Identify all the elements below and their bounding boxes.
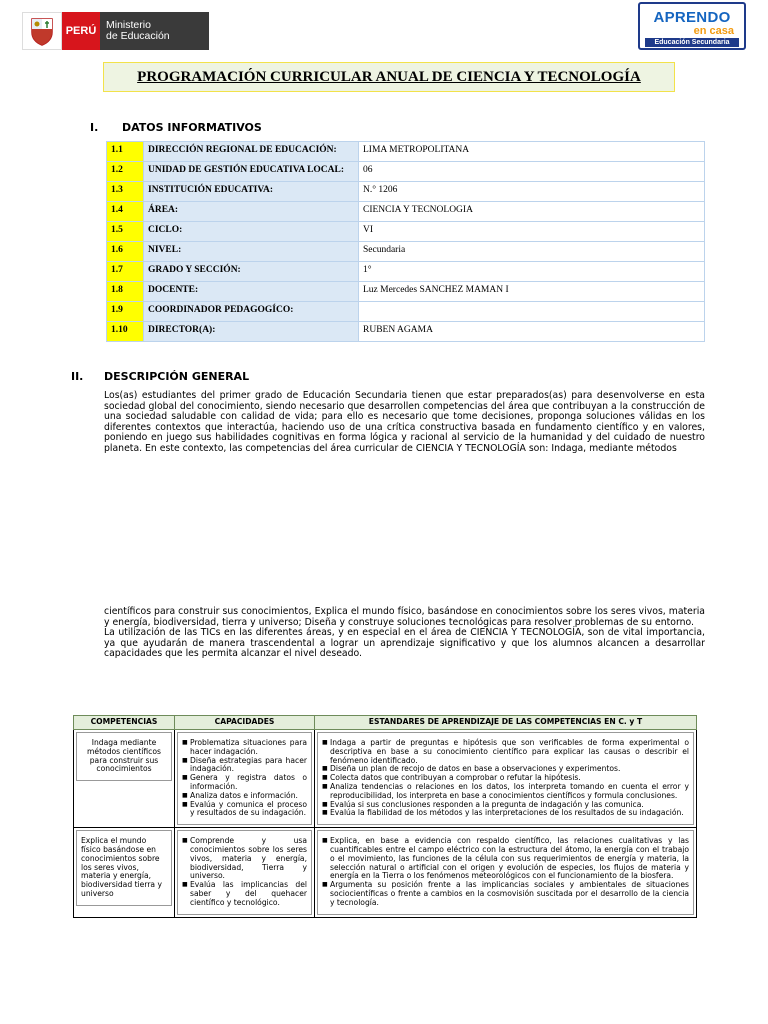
aprendo-logo-line3: Educación Secundaria [645, 38, 739, 47]
datos-row [107, 162, 705, 182]
estandar-item: ■ Evalúa si sus conclusiones responden a la pregunta de indagación y las comunica. [322, 801, 689, 810]
competencia-cell [74, 828, 175, 917]
datos-row-label: COORDINADOR PEDAGOGÍCO: [144, 302, 359, 322]
minedu-logo [22, 12, 209, 50]
section1-number: I. [90, 121, 99, 134]
datos-row-value: Luz Mercedes SANCHEZ MAMAN I [359, 282, 705, 302]
estandar-item: ■ Colecta datos que contribuyan a comprobar o refutar la hipótesis. [322, 774, 689, 783]
estandar-item: ■ Argumenta su posición frente a las implicancias sociales y ambientales de situaciones sociocientíficas o frente a cambios en la cosmovisión suscitada por el desarrollo de la ciencia y tecnología. [322, 881, 689, 907]
page-title-box [103, 62, 675, 92]
capacidades-list [182, 739, 307, 818]
estandares-list [322, 837, 689, 907]
datos-row-label: DOCENTE: [144, 282, 359, 302]
datos-row-value: Secundaria [359, 242, 705, 262]
datos-row-number: 1.9 [107, 302, 144, 322]
estandares-list [322, 739, 689, 818]
section2-number: II. [71, 370, 84, 383]
datos-row-number: 1.5 [107, 222, 144, 242]
datos-row-value: LIMA METROPOLITANA [359, 142, 705, 162]
datos-row [107, 182, 705, 202]
competencia-row [74, 828, 697, 917]
datos-row-label: DIRECCIÓN REGIONAL DE EDUCACIÓN: [144, 142, 359, 162]
datos-informativos-table [106, 141, 705, 342]
capacidades-cell [175, 730, 315, 828]
estandar-item: ■ Diseña un plan de recojo de datos en base a observaciones y experimentos. [322, 765, 689, 774]
aprendo-logo-line1: APRENDO [653, 9, 731, 26]
datos-row [107, 142, 705, 162]
estandar-item: ■ Analiza tendencias o relaciones en los datos, los interpreta tomando en cuenta el error y reproducibilidad, los interpreta en base a conocimientos científicos y formula conclusiones. [322, 783, 689, 801]
datos-row-label: CICLO: [144, 222, 359, 242]
datos-row-value: RUBEN AGAMA [359, 322, 705, 342]
header-capacidades: CAPACIDADES [175, 716, 315, 730]
capacidad-item: ■ Evalúa las implicancias del saber y del quehacer científico y tecnológico. [182, 881, 307, 907]
capacidad-item: ■ Problematiza situaciones para hacer indagación. [182, 739, 307, 757]
page-title: PROGRAMACIÓN CURRICULAR ANUAL DE CIENCIA Y TECNOLOGÍA [137, 68, 641, 85]
datos-row-value: CIENCIA Y TECNOLOGIA [359, 202, 705, 222]
datos-row-number: 1.10 [107, 322, 144, 342]
datos-row [107, 242, 705, 262]
ministry-label: Ministerio de Educación [100, 12, 209, 50]
description-paragraph-2: científicos para construir sus conocimientos, Explica el mundo físico, basándose en conocimientos sobre los seres vivos, materia y energía, biodiversidad, tierra y universo; Diseña y construye soluciones tecnológicas para resolver problemas de su entorno. [104, 606, 705, 628]
datos-row-value: 1° [359, 262, 705, 282]
peru-label: PERÚ [62, 12, 100, 50]
datos-row-number: 1.4 [107, 202, 144, 222]
datos-row [107, 282, 705, 302]
capacidad-item: ■ Diseña estrategias para hacer indagación. [182, 757, 307, 775]
datos-row-number: 1.7 [107, 262, 144, 282]
capacidad-item: ■ Genera y registra datos o información. [182, 774, 307, 792]
datos-row-value: VI [359, 222, 705, 242]
description-paragraph-2-block [104, 607, 705, 660]
header-competencias: COMPETENCIAS [74, 716, 175, 730]
estandar-item: ■ Indaga a partir de preguntas e hipótesis que son verificables de forma experimental o descriptiva en base a su conocimiento científico para explicar las causas o describir el fenómeno identificado. [322, 739, 689, 765]
competencias-table [73, 715, 697, 918]
datos-row [107, 222, 705, 242]
estandar-item: ■ Explica, en base a evidencia con respaldo científico, las relaciones cualitativas y las cuantificables entre el campo eléctrico con la estructura del átomo, la energía con el trabajo o el movimiento, las funciones de la célula con sus requerimientos de energía y materia, la selección natural o artificial con el origen y evolución de especies, los flujos de materia y energía en la Tierra o los fenómenos meteorológicos con el funcionamiento de la biosfera. [322, 837, 689, 881]
coat-of-arms-icon [22, 12, 62, 50]
header-estandares: ESTANDARES DE APRENDIZAJE DE LAS COMPETENCIAS EN C. y T [315, 716, 697, 730]
competencia-name: Indaga mediante métodos científicos para construir sus conocimientos [87, 738, 161, 774]
section2-heading: DESCRIPCIÓN GENERAL [104, 370, 250, 383]
datos-row-label: GRADO Y SECCIÓN: [144, 262, 359, 282]
capacidad-item: ■ Comprende y usa conocimientos sobre los seres vivos, materia y energía, biodiversidad, Tierra y universo. [182, 837, 307, 881]
aprendo-en-casa-logo [638, 2, 746, 50]
datos-row [107, 302, 705, 322]
capacidades-cell [175, 828, 315, 917]
datos-row-number: 1.6 [107, 242, 144, 262]
datos-row [107, 262, 705, 282]
estandares-cell [315, 730, 697, 828]
aprendo-logo-line2: en casa [693, 25, 734, 37]
datos-row-label: ÁREA: [144, 202, 359, 222]
description-paragraph-1: Los(as) estudiantes del primer grado de Educación Secundaria tienen que estar preparados(as) para desenvolverse en esta sociedad global del conocimiento, siendo necesario que desarrollen competencias del área que contribuyan a la construcción de una sociedad saludable con calidad de vida; para ello es necesario que tome decisiones, proponga soluciones válidas en los diferentes contextos que interactúa, haciendo uso de una crítica constructiva basada en fundamento científico y en valores, poniendo en juego sus habilidades cognitivas en forma lógica y racional al servicio de la humanidad y del cuidado de nuestro planeta. En este contexto, las competencias del área curricular de CIENCIA Y TECNOLOGÍA son: Indaga, mediante métodos [104, 390, 705, 454]
datos-row-number: 1.2 [107, 162, 144, 182]
datos-row-number: 1.8 [107, 282, 144, 302]
competencia-row [74, 730, 697, 828]
datos-row-label: DIRECTOR(A): [144, 322, 359, 342]
datos-row-value: N.° 1206 [359, 182, 705, 202]
datos-row-label: NIVEL: [144, 242, 359, 262]
datos-row-number: 1.3 [107, 182, 144, 202]
capacidades-list [182, 837, 307, 907]
datos-row-value [359, 302, 705, 322]
competencia-name: Explica el mundo físico basándose en conocimientos sobre los seres vivos, materia y energía, biodiversidad tierra y universo [81, 836, 162, 898]
datos-row [107, 202, 705, 222]
datos-row [107, 322, 705, 342]
estandar-item: ■ Evalúa la fiabilidad de los métodos y las interpretaciones de los resultados de su indagación. [322, 809, 689, 818]
datos-row-value: 06 [359, 162, 705, 182]
section1-heading: DATOS INFORMATIVOS [122, 121, 262, 134]
capacidad-item: ■ Evalúa y comunica el proceso y resultados de su indagación. [182, 801, 307, 819]
estandares-cell [315, 828, 697, 917]
competencias-header-row [74, 716, 697, 730]
description-paragraph-3: La utilización de las TICs en las diferentes áreas, y en especial en el área de CIENCIA Y TECNOLOGÍA, son de vital importancia, ya que ayudarán de manera trascendental a lograr un aprendizaje significativo y que los alumnos alcancen a desarrollar capacidades que les permita alcanzar el nivel deseado. [104, 627, 705, 660]
datos-row-label: INSTITUCIÓN EDUCATIVA: [144, 182, 359, 202]
datos-row-label: UNIDAD DE GESTIÓN EDUCATIVA LOCAL: [144, 162, 359, 182]
competencia-cell [74, 730, 175, 828]
capacidad-item: ■ Analiza datos e información. [182, 792, 307, 801]
datos-row-number: 1.1 [107, 142, 144, 162]
